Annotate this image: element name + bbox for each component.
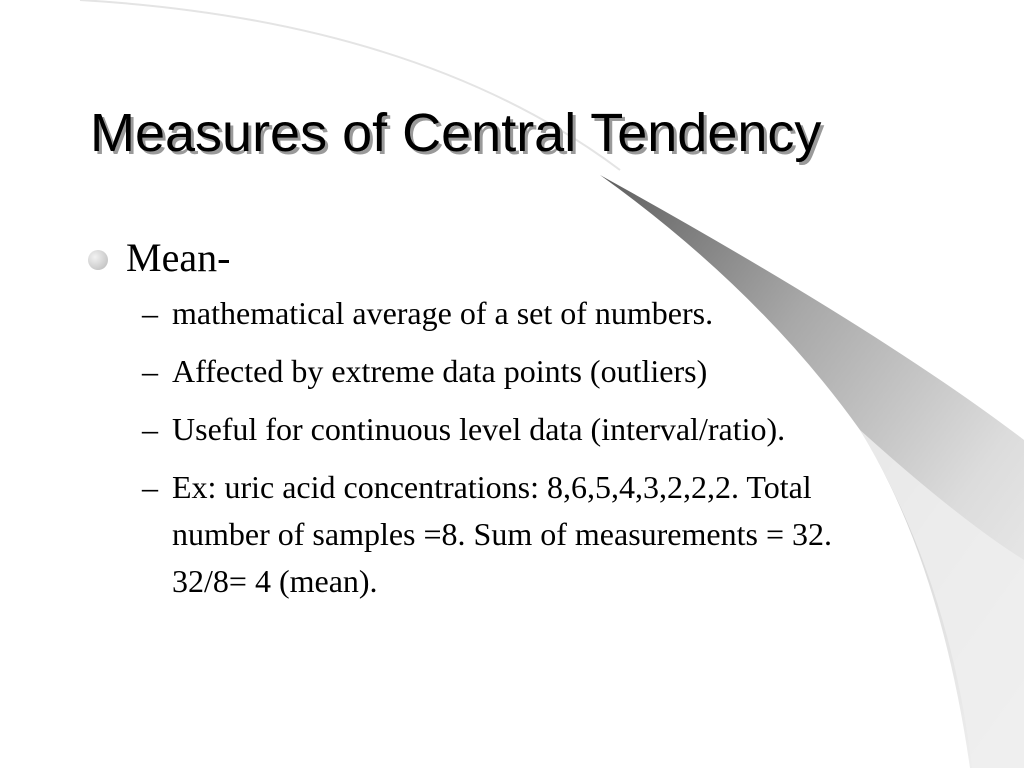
- sub-item: [88, 406, 988, 453]
- sub-item: [88, 290, 988, 337]
- dash-marker: –: [142, 469, 158, 505]
- dash-marker: –: [142, 295, 158, 331]
- sub-item: [88, 348, 988, 395]
- bullet-item-mean: [88, 232, 988, 284]
- bullet-label: Mean-: [126, 235, 231, 280]
- sub-item-text: Useful for continuous level data (interval/ratio).: [172, 411, 786, 447]
- sub-item: [88, 464, 892, 605]
- slide-body: [88, 232, 988, 616]
- slide-title: Measures of Central Tendency: [90, 103, 822, 163]
- dash-marker: –: [142, 353, 158, 389]
- sub-item-text: Ex: uric acid concentrations: 8,6,5,4,3,2,2,2. Total number of samples =8. Sum of measurements = 32. 32/8= 4 (mean).: [172, 469, 848, 599]
- dash-marker: –: [142, 411, 158, 447]
- sub-item-text: Affected by extreme data points (outliers): [172, 353, 708, 389]
- sub-item-text: mathematical average of a set of numbers.: [172, 295, 714, 331]
- bullet-dot-icon: [88, 250, 108, 270]
